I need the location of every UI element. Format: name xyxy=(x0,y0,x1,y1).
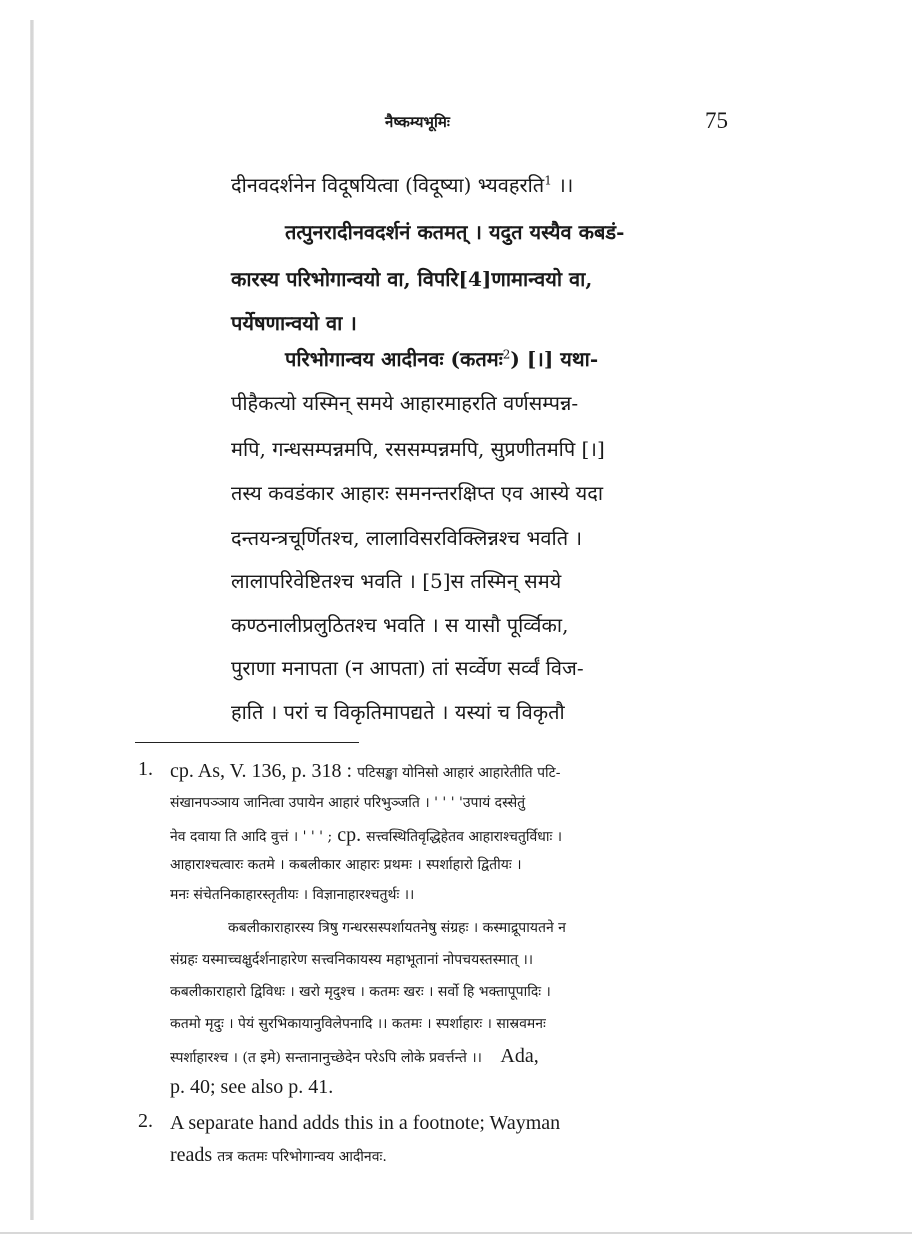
footnote-ref-2: 2 xyxy=(502,347,511,362)
footnote-ref-1: 1 xyxy=(544,173,552,188)
body-line-1-tail: ।। xyxy=(551,173,574,197)
body-line-3: कारस्य परिभोगान्वयो वा, विपरि[4]णामान्वयो वा, xyxy=(231,267,593,291)
footnote-rule xyxy=(135,742,359,743)
footnote-1-line-5: मनः संचेतनिकाहारस्तृतीयः । विज्ञानाहारश्चतुर्थः ।। xyxy=(170,887,415,903)
page-gutter-shadow xyxy=(30,20,34,1220)
footnote-1-citation: cp. As, V. 136, p. 318 : xyxy=(170,760,358,782)
footnote-2-sanskrit: तत्र कतमः परिभोगान्वय आदीनवः. xyxy=(217,1149,387,1165)
footnote-1-line-2: संखानपञ्ञाय जानित्वा उपायेन आहारं परिभुञ्जति । ' ' ' 'उपायं दस्सेतुं xyxy=(170,795,526,811)
body-line-8: तस्य कवडंकार आहारः समनन्तरक्षिप्त एव आस्ये यदा xyxy=(231,481,604,505)
footnote-2-reads: reads xyxy=(170,1144,218,1166)
footnote-1-line-3-a: नेव दवाया ति आदि वुत्तं । ' ' ' ; xyxy=(170,829,333,845)
footnote-1-line-3-cp: cp. xyxy=(332,824,367,846)
body-line-12: पुराणा मनापता (न आपता) तां सर्व्वेण सर्व्वं विज- xyxy=(231,656,584,680)
footnote-1-sub-line-2: संग्रहः यस्माच्चक्षुर्दर्शनाहारेण सत्त्वनिकायस्य महाभूतानां नोपचयस्तस्मात् ।। xyxy=(170,952,534,968)
footnote-1-sub-line-5 xyxy=(170,1043,735,1071)
footnote-1-sub-line-3: कबलीकाराहारो द्विविधः । खरो मृदुश्च । कतमः खरः । सर्वो हि भक्तापूपादिः । xyxy=(170,984,551,1000)
body-line-4: पर्येषणान्वयो वा । xyxy=(231,311,357,335)
body-line-6: पीहैकत्यो यस्मिन् समये आहारमाहरति वर्णसम्पन्न- xyxy=(231,391,579,415)
body-line-11: कण्ठनालीप्रलुठितश्च भवति । स यासौ पूर्व्विका, xyxy=(231,613,569,637)
footnote-2-line-1: A separate hand adds this in a footnote; Wayman xyxy=(170,1112,561,1134)
footnote-1-line-4: आहाराश्चत्वारः कतमे । कबलीकार आहारः प्रथमः । स्पर्शाहारो द्वितीयः । xyxy=(170,857,522,873)
footnote-1-pali: पटिसङ्खा योनिसो आहारं आहारेतीति पटि- xyxy=(357,765,561,781)
body-line-5-tail: ) [।] यथा- xyxy=(510,347,599,371)
footnote-1-number: 1. xyxy=(138,758,153,780)
footnote-1-sub-line-4: कतमो मृदुः । पेयं सुरभिकायानुविलेपनादि ।। कतमः । स्पर्शाहारः । सास्रवमनः xyxy=(170,1016,546,1032)
body-line-10: लालापरिवेष्टितश्च भवति । [5]स तस्मिन् समये xyxy=(231,569,562,593)
footnote-2-number: 2. xyxy=(138,1110,153,1132)
body-line-13: हाति । परां च विकृतिमापद्यते । यस्यां च विकृतौ xyxy=(231,700,565,724)
footnote-1-ada-ref: Ada, xyxy=(500,1045,539,1067)
body-line-5 xyxy=(231,344,731,374)
body-line-1 xyxy=(231,170,731,200)
page-number: 75 xyxy=(705,108,728,133)
body-line-2: तत्पुनरादीनवदर्शनं कतमत् । यदुत यस्यैव कबडं- xyxy=(285,220,625,244)
footnote-1-sub-line-5-text: स्पर्शाहारश्च । (त इमे) सन्तानानुच्छेदेन परेऽपि लोके प्रवर्त्तन्ते ।। xyxy=(170,1050,482,1066)
body-line-5-bold: परिभोगान्वय आदीनवः (कतमः xyxy=(285,347,503,371)
running-head: नैष्कम्यभूमिः xyxy=(385,113,450,131)
body-line-1-text: दीनवदर्शनेन विदूषयित्वा (विदूष्या) भ्यवहरति xyxy=(231,173,545,197)
page-bottom-edge xyxy=(0,1232,912,1234)
footnote-1-line-1 xyxy=(170,758,735,786)
body-line-7: मपि, गन्धसम्पन्नमपि, रससम्पन्नमपि, सुप्रणीतमपि [।] xyxy=(231,437,605,461)
footnote-1-line-3 xyxy=(170,822,735,850)
footnote-1-last-line: p. 40; see also p. 41. xyxy=(170,1076,334,1098)
footnote-1-line-3-b: सत्त्वस्थितिवृद्धिहेतव आहाराश्चतुर्विधाः । xyxy=(366,829,563,845)
footnote-1-sub-line-1: कबलीकाराहारस्य त्रिषु गन्धरसस्पर्शायतनेषु संग्रहः । कस्माद्रूपायतने न xyxy=(228,920,566,936)
body-line-9: दन्तयन्त्रचूर्णितश्च, लालाविसरविक्लिन्नश्च भवति । xyxy=(231,526,583,550)
footnote-2-line-2 xyxy=(170,1142,735,1170)
